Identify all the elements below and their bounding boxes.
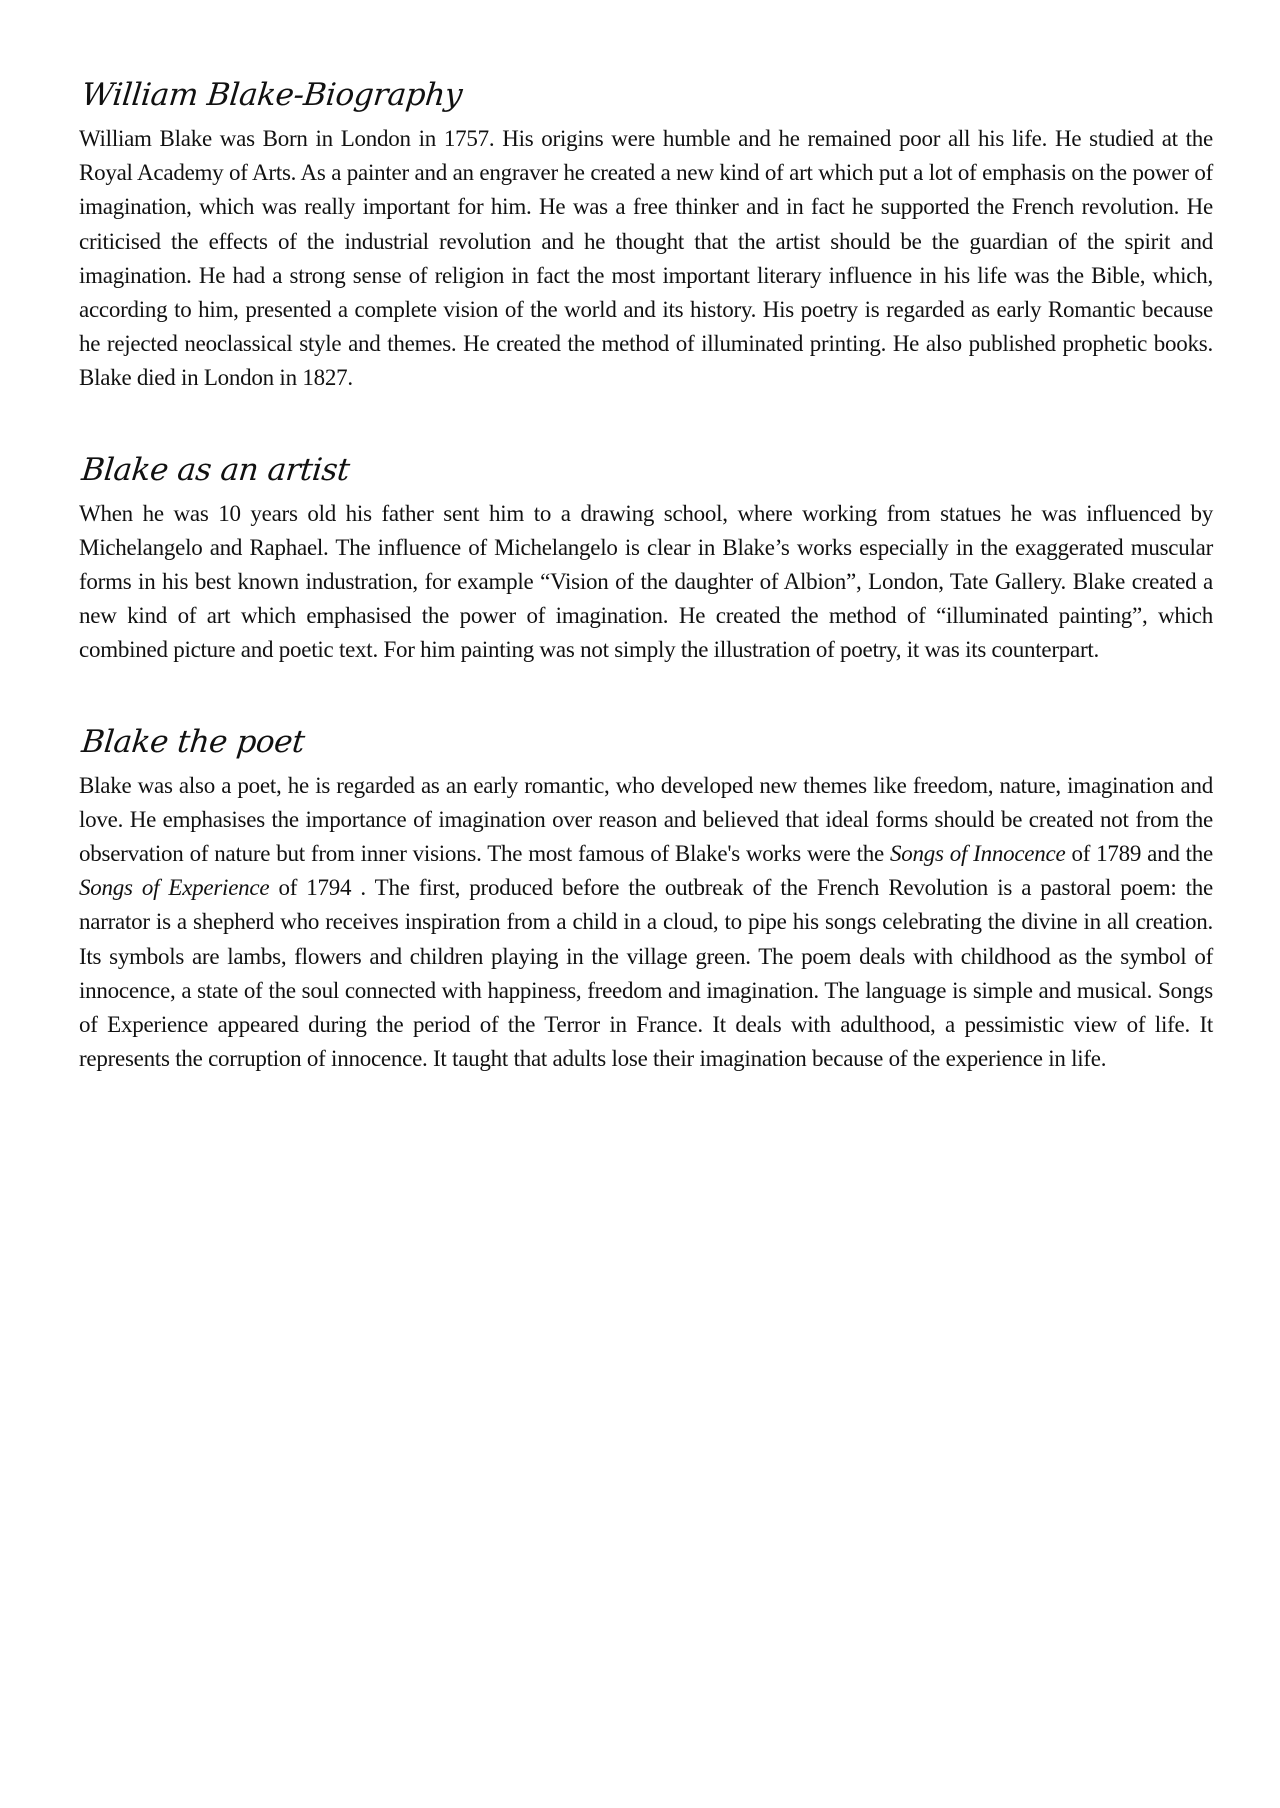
book-title-songs-of-innocence: Songs of Innocence xyxy=(890,841,1066,867)
section-paragraph-artist: When he was 10 years old his father sent him to a drawing school, where working from statues he was influenced by Michelangelo and Raphael. The influence of Michelangelo is clear in Blake’s works especially in the exaggerated muscular forms in his best known industration, for example “Vision of the daughter of Albion”, London, Tate Gallery. Blake created a new kind of art which emphasised the power of imagination. He created the method of “illuminated painting”, which combined picture and poetic text. For him painting was not simply the illustration of poetry, it was its counterpart. xyxy=(79,500,1213,663)
section-paragraph-poet xyxy=(79,769,1213,1077)
paragraph-text-part: of 1794 . The first, produced before the outbreak of the French Revolution is a pastoral poem: the narrator is a shepherd who receives inspiration from a child in a cloud, to pipe his songs celebrating the divine in all creation. Its symbols are lambs, flowers and children playing in the village green. The poem deals with childhood as the symbol of innocence, a state of the soul connected with happiness, freedom and imagination. The language is simple and musical. Songs of Experience appeared during the period of the Terror in France. It deals with adulthood, a pessimistic view of life. It represents the corruption of innocence. It taught that adults lose their imagination because of the experience in life. xyxy=(79,875,1213,1072)
paragraph-text-part: Blake was also a poet, he is regarded as an early romantic, who developed new themes like freedom, nature, imagination and love. He emphasises the importance of imagination over reason and believed that ideal forms should be created not from the observation of nature but from inner visions. The most famous of Blake's works were the xyxy=(79,772,1213,867)
section-heading-artist: Blake as an artist xyxy=(79,451,352,488)
document-content xyxy=(79,68,1213,1076)
section-biography xyxy=(79,68,1213,396)
book-title-songs-of-experience: Songs of Experience xyxy=(79,875,270,901)
section-heading-biography: William Blake-Biography xyxy=(79,77,464,113)
section-artist xyxy=(79,443,1213,668)
section-paragraph-biography: William Blake was Born in London in 1757. His origins were humble and he remained poor all his life. He studied at the Royal Academy of Arts. As a painter and an engraver he created a new kind of art which put a lot of emphasis on the power of imagination, which was really important for him. He was a free thinker and in fact he supported the French revolution. He criticised the effects of the industrial revolution and he thought that the artist should be the guardian of the spirit and imagination. He had a strong sense of religion in fact the most important literary influence in his life was the Bible, which, according to him, presented a complete vision of the world and its history. His poetry is regarded as early Romantic because he rejected neoclassical style and themes. He created the method of illuminated printing. He also published prophetic books. Blake died in London in 1827. xyxy=(79,126,1213,391)
section-poet xyxy=(79,715,1213,1077)
section-heading-poet: Blake the poet xyxy=(79,723,307,760)
paragraph-text-part: of 1789 and the xyxy=(1065,841,1213,867)
